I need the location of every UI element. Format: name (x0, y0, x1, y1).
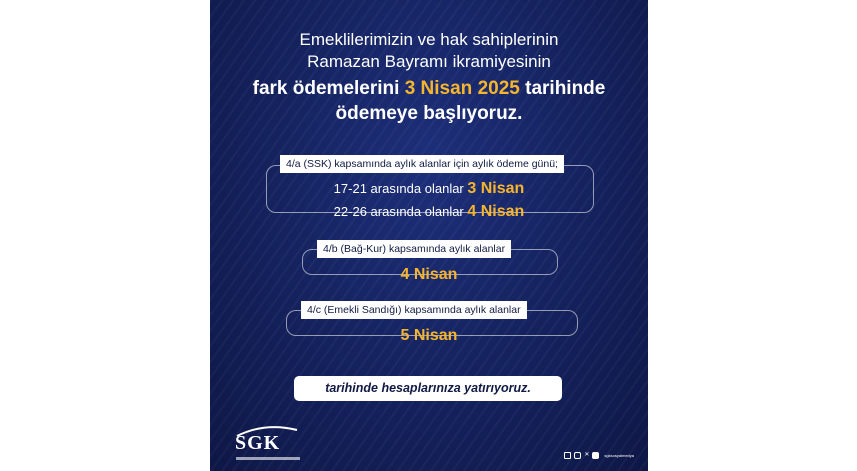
youtube-icon[interactable] (592, 452, 599, 459)
section-b-label: 4/b (Bağ-Kur) kapsamında aylık alanlar (317, 240, 511, 258)
section-a-row-2 (210, 203, 648, 221)
logo-text: SGK (235, 432, 281, 454)
headline-date: 3 Nisan 2025 (404, 78, 520, 99)
headline-line-1: Emeklilerimizin ve hak sahiplerinin (299, 30, 559, 49)
social-links (564, 452, 634, 459)
headline-line-3-prefix: fark ödemelerini (252, 78, 400, 99)
headline-line-4: ödemeye başlıyoruz. (335, 103, 523, 124)
section-a-row-1 (210, 180, 648, 198)
announcement-poster (210, 0, 648, 471)
headline-line-3 (210, 78, 648, 100)
section-a-row-2-text: 22-26 arasında olanlar (333, 204, 464, 219)
logo-underline (236, 457, 300, 460)
section-a-label: 4/a (SSK) kapsamında aylık alanlar için aylık ödeme günü; (280, 155, 564, 173)
facebook-icon[interactable] (564, 452, 571, 459)
deposit-note: tarihinde hesaplarınıza yatırıyoruz. (294, 376, 562, 401)
section-a-row-2-date: 4 Nisan (467, 203, 525, 220)
x-icon[interactable]: ✕ (584, 452, 590, 458)
section-c-label: 4/c (Emekli Sandığı) kapsamında aylık alanlar (301, 301, 527, 319)
section-a-row-1-date: 3 Nisan (467, 180, 525, 197)
sgk-logo (235, 430, 299, 466)
section-c-date: 5 Nisan (400, 327, 458, 344)
section-a-row-1-text: 17-21 arasında olanlar (333, 181, 464, 196)
social-handle[interactable]: sgksosyalmedya (604, 453, 634, 458)
headline-line-2: Ramazan Bayramı ikramiyesinin (307, 52, 551, 71)
section-b-date: 4 Nisan (400, 266, 458, 283)
instagram-icon[interactable] (574, 452, 581, 459)
headline-line-3-suffix: tarihinde (525, 78, 606, 99)
